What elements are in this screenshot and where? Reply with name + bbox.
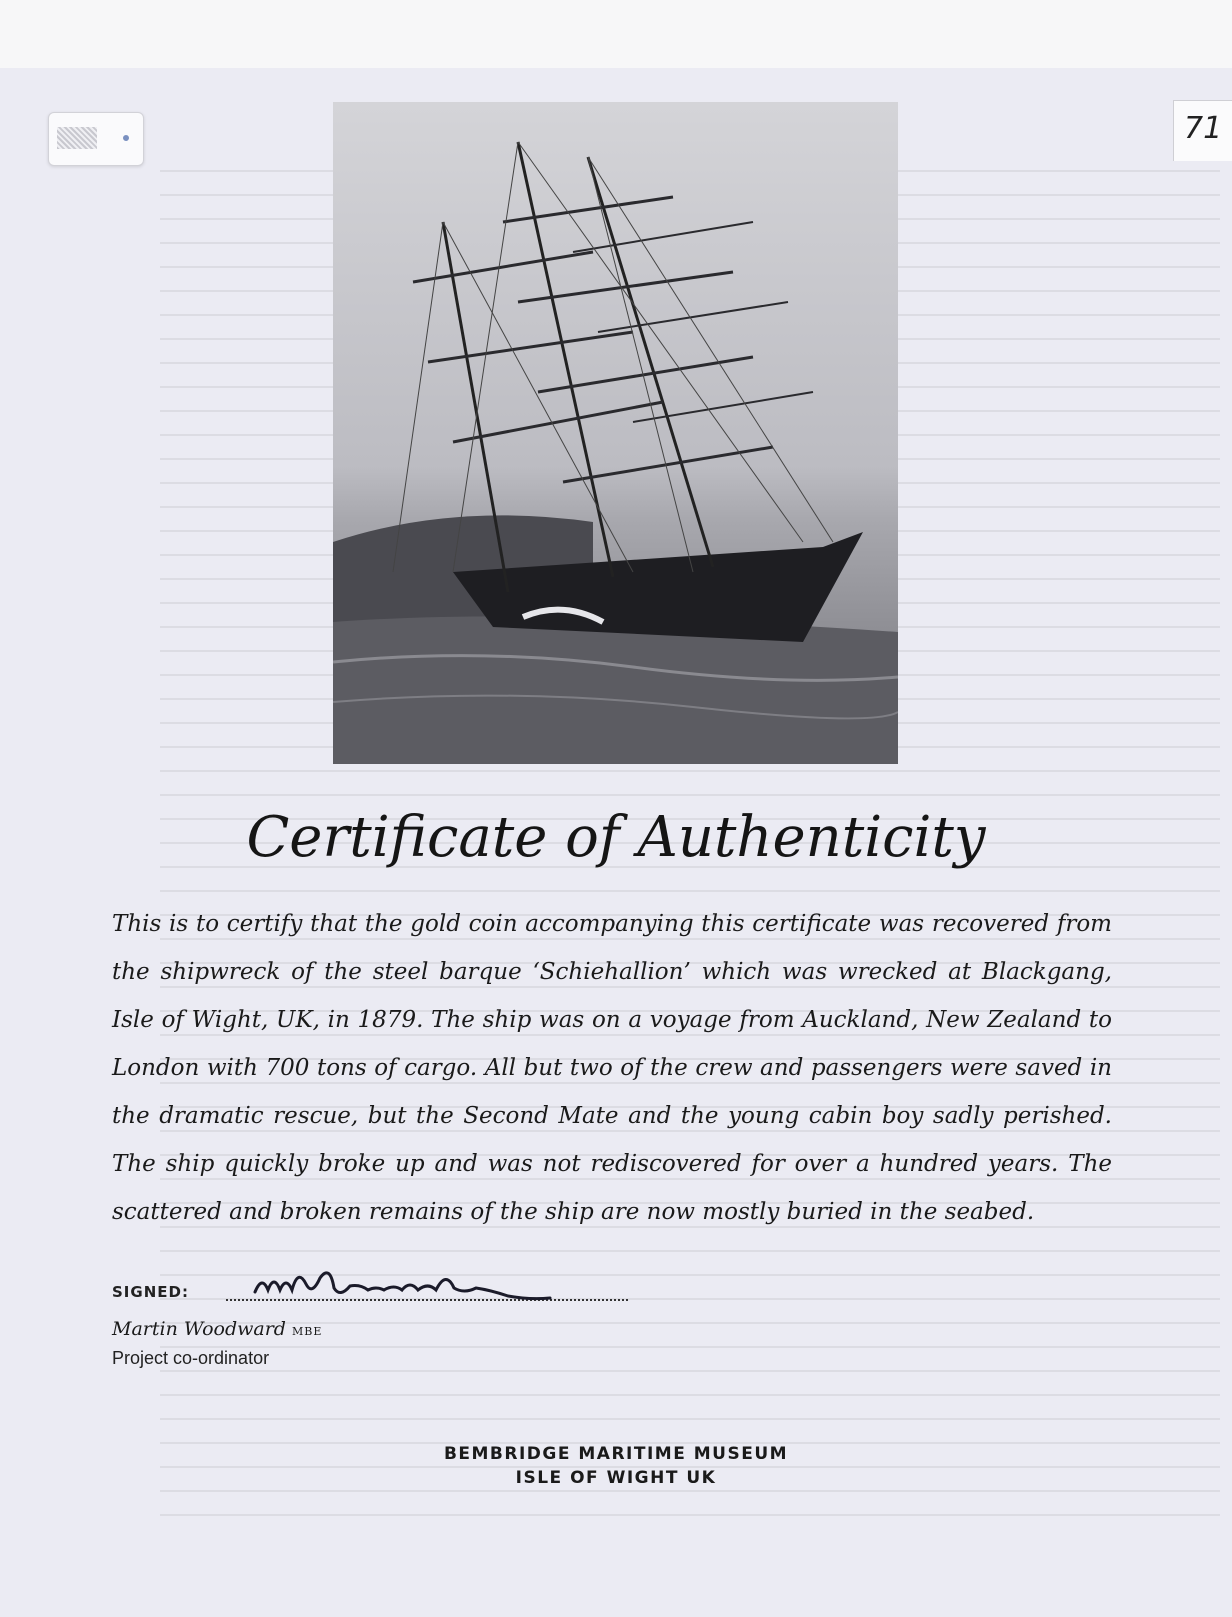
shipwreck-photo (333, 102, 898, 764)
signer-name (112, 1318, 322, 1340)
stamp-mark (57, 127, 97, 149)
ink-dot (123, 135, 129, 141)
signer-honour: MBE (292, 1325, 323, 1338)
museum-location: ISLE OF WIGHT UK (515, 1468, 717, 1488)
museum-block (0, 1442, 1232, 1490)
corner-note (1173, 100, 1232, 161)
handwritten-signature (250, 1260, 570, 1310)
museum-name: BEMBRIDGE MARITIME MUSEUM (443, 1444, 789, 1464)
signed-row (112, 1282, 189, 1301)
corner-note-text: 71 (1184, 111, 1223, 146)
signer-role: Project co-ordinator (112, 1348, 270, 1368)
sticky-tab (48, 112, 144, 166)
certificate-title: Certificate of Authenticity (246, 805, 986, 870)
signed-label: SIGNED: (112, 1283, 189, 1301)
signer-name-text: Martin Woodward (112, 1318, 286, 1340)
scanner-margin (0, 0, 1232, 68)
certificate-body: This is to certify that the gold coin accompanying this certificate was recovered from the shipwreck of the steel barque ‘Schiehallion’ which was wrecked at Blackgang, Isle of Wight, UK, in 1879. The ship was on a voyage from Auckland, New Zealand to London with 700 tons of cargo. All but two of the crew and passengers were saved in the dramatic rescue, but the Second Mate and the young cabin boy sadly perished. The ship quickly broke up and was not rediscovered for over a hundred years. The scattered and broken remains of the ship are now mostly buried in the seabed. (112, 911, 1112, 1225)
